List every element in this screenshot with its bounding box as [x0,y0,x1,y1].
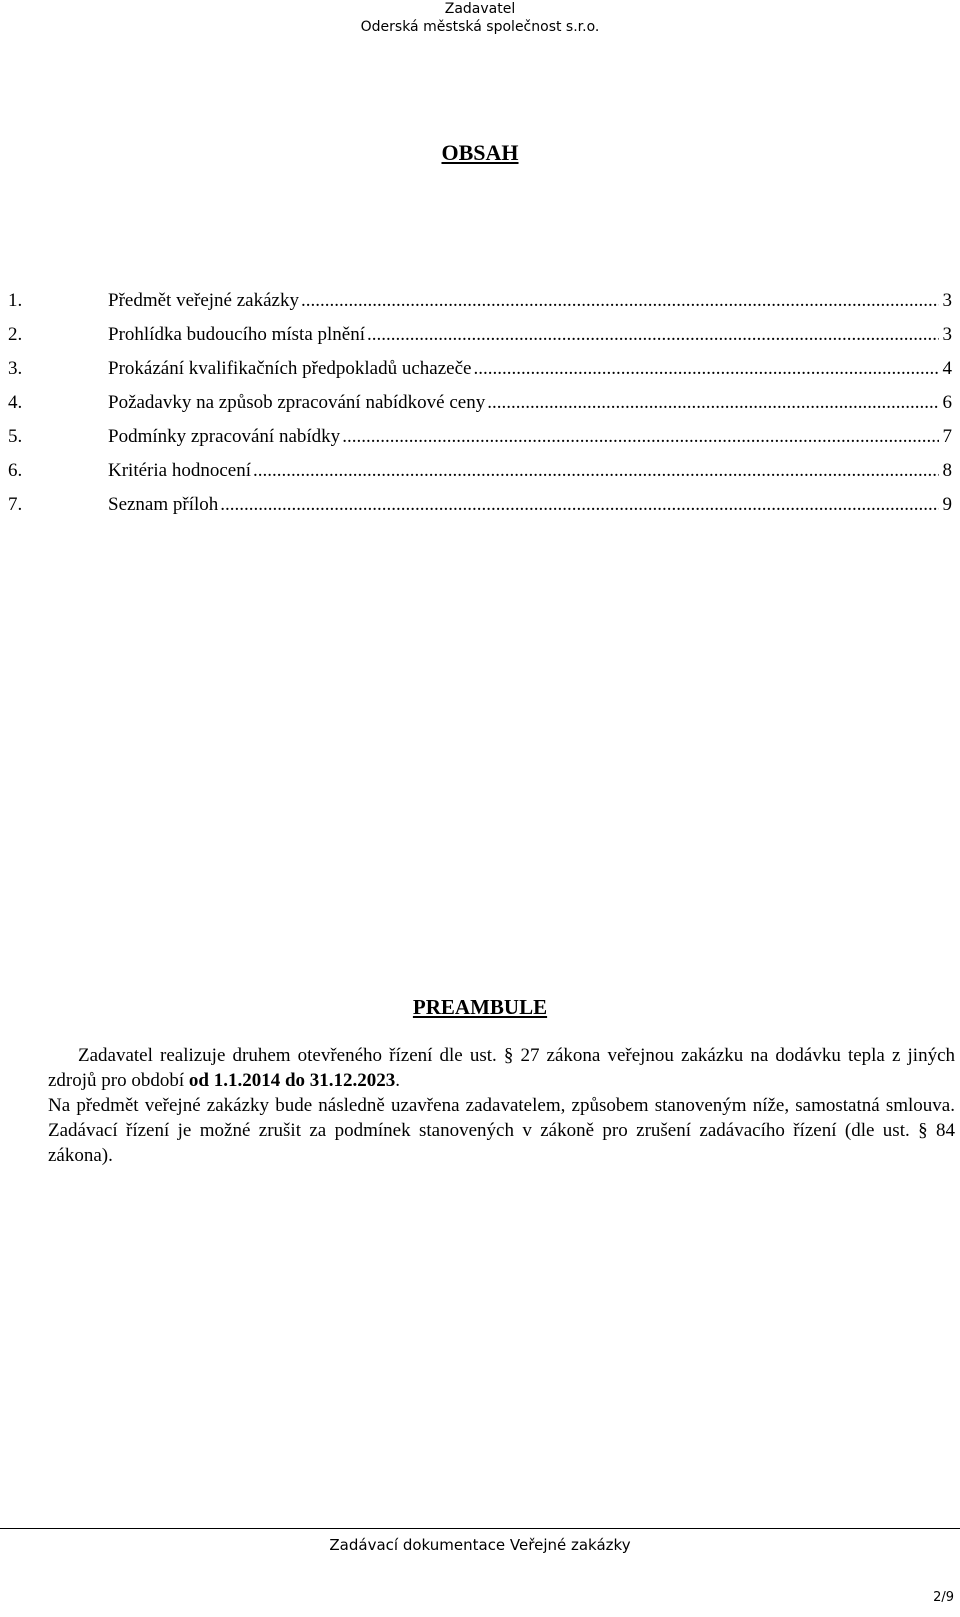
toc-item-number: 2. [8,324,23,345]
toc-item[interactable] [0,288,960,322]
preamble-title: PREAMBULE [412,995,548,1019]
footer-title: Zadávací dokumentace Veřejné zakázky [329,1536,631,1554]
toc-item-number: 1. [8,290,23,311]
toc-item-label: Prohlídka budoucího místa plnění [108,324,366,345]
toc-item-number: 5. [8,426,23,447]
toc-title: OBSAH [441,140,519,165]
toc-item-label: Požadavky na způsob zpracování nabídkové ceny [108,392,486,413]
toc-item[interactable] [0,492,960,526]
header-label: Zadavatel [444,1,516,17]
preamble-paragraph-2: Na předmět veřejné zakázky bude následně uzavřena zadavatelem, způsobem stanoveným níže, samostatná smlouva. Zadávací řízení je možné zrušit za podmínek stanovených v zákoně pro zrušení zadávacího řízení (dle ust. § 84 zákona). [48,1095,955,1166]
toc-item-number: 3. [8,358,23,379]
toc-leader-dots [342,424,938,450]
toc-item-number: 6. [8,460,23,481]
toc-item-label: Kritéria hodnocení [108,460,251,481]
toc-leader-dots [220,492,938,518]
footer-divider [0,1528,960,1529]
toc-item-page: 7 [942,426,952,447]
toc-item[interactable] [0,356,960,390]
toc-item[interactable] [0,424,960,458]
preamble-paragraph-1-end: . [395,1070,401,1091]
toc-leader-dots [301,288,939,314]
toc-item-number: 4. [8,392,23,413]
toc-item-label: Seznam příloh [108,494,219,515]
toc-item-label: Předmět veřejné zakázky [108,290,299,311]
toc-item-page: 4 [942,358,952,379]
preamble-paragraph-1-text: Zadavatel realizuje druhem otevřeného řízení dle ust. § 27 zákona veřejnou zakázku na dodávku tepla z jiných zdrojů pro období [48,1045,955,1091]
toc-item[interactable] [0,390,960,424]
toc-leader-dots [487,390,938,416]
toc-item-page: 8 [942,460,952,481]
toc-item[interactable] [0,458,960,492]
preamble-period-dates: od 1.1.2014 do 31.12.2023 [188,1070,396,1091]
preamble-paragraph-1 [48,1043,955,1093]
toc-item-page: 9 [942,494,952,515]
toc-item-label: Prokázání kvalifikačních předpokladů uchazeče [108,358,472,379]
toc-leader-dots [253,458,939,484]
footer-page-number: 2/9 [933,1590,954,1605]
header-organization: Oderská městská společnost s.r.o. [360,19,600,35]
toc-item-page: 3 [942,324,952,345]
toc-item-page: 3 [942,290,952,311]
toc-leader-dots [473,356,938,382]
toc-item-label: Podmínky zpracování nabídky [108,426,341,447]
toc-item-page: 6 [942,392,952,413]
toc-item-number: 7. [8,494,23,515]
toc-item[interactable] [0,322,960,356]
preamble-body [48,1043,955,1168]
toc-leader-dots [367,322,938,348]
